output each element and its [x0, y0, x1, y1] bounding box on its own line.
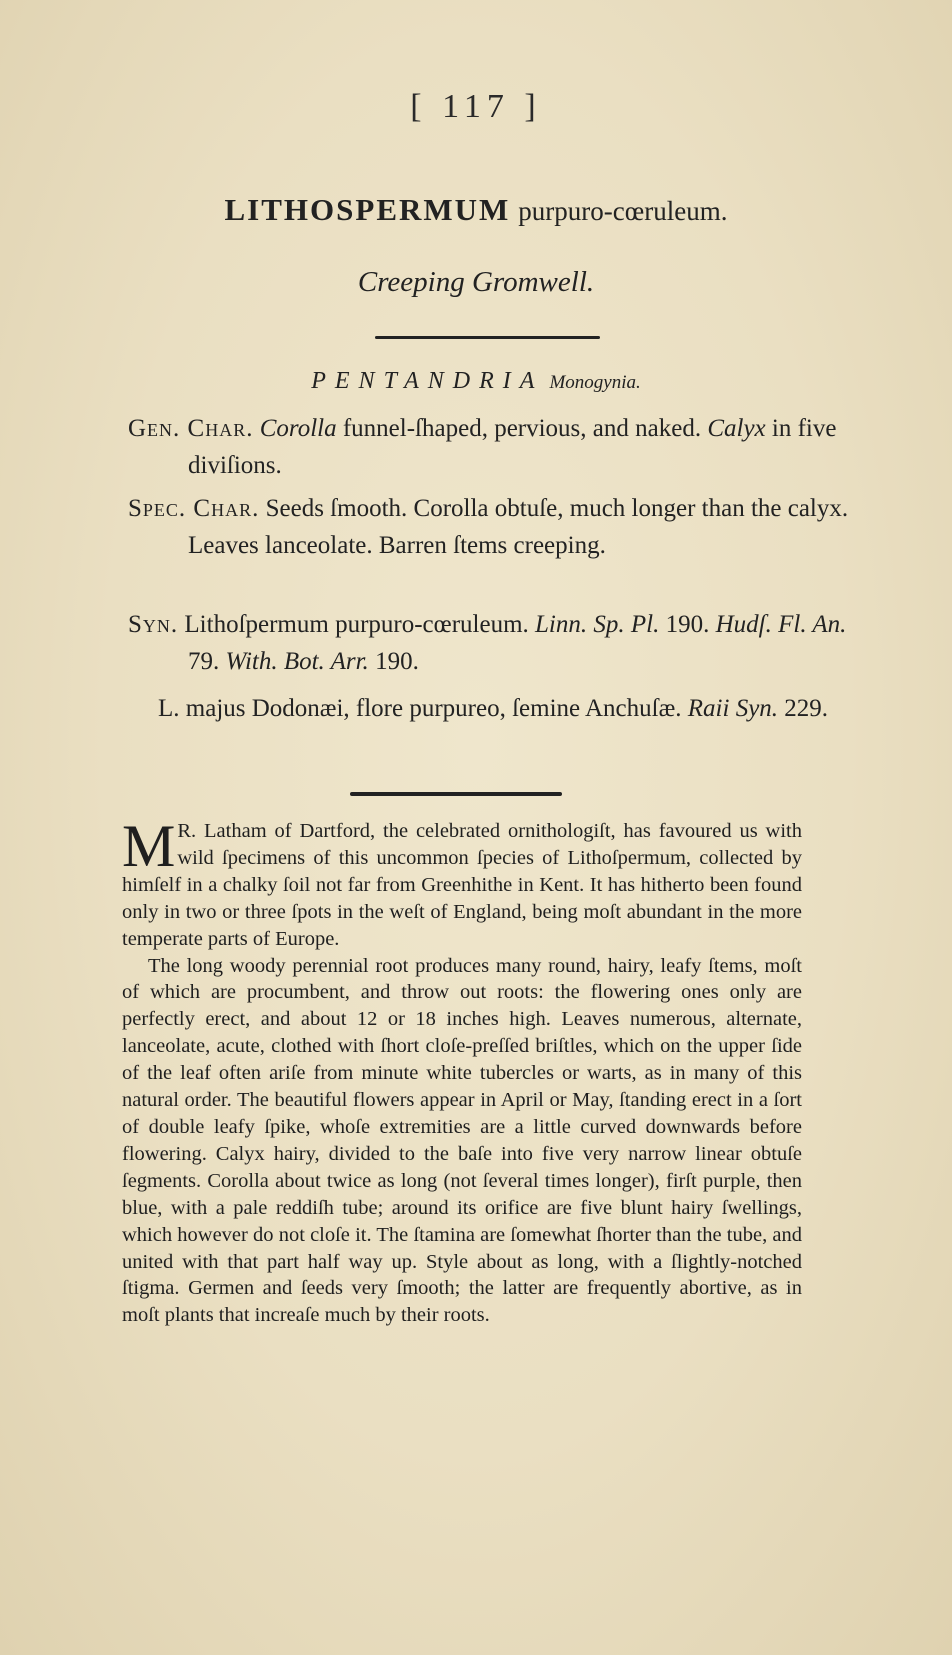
spec-char-label: Spec. Char. [128, 495, 260, 522]
specific-character [128, 490, 878, 564]
gen-char-text2: in five diviſions. [188, 415, 837, 479]
syn-ref-linnaeus-num: 190. [665, 611, 710, 638]
generic-character [128, 410, 878, 484]
paragraph-1-text: R. Latham of Dartford, the celebrated ornithologiſt, has favoured us with wild ſpecimens of this uncommon ſpecies of Lithoſpermum, collected by himſelf in a chalky ſoil not far from Greenhithe in Kent. It has hitherto been found only in two or three ſpots in the weſt of England, being moſt abundant in the more temperate parts of Europe. [122, 820, 802, 950]
gen-char-term-corolla: Corolla [259, 415, 337, 442]
paragraph-1 [122, 813, 802, 953]
page-title [0, 192, 952, 228]
syn-ref-ray: Raii Syn. [687, 695, 779, 722]
linnaean-order: Monogynia. [549, 372, 641, 393]
syn-ref-linnaeus: Linn. Sp. Pl. [535, 611, 660, 638]
paragraph-2: The long woody perennial root produces many round, hairy, leafy ſtems, moſt of which are procumbent, and throw out roots: the flowering ones only are perfectly erect, and about 12 or 18 inches high. Leaves numerous, alternate, lanceolate, acute, clothed with ſhort cloſe-preſſed briſtles, which on the upper ſide of the leaf often ariſe from minute white tubercles or warts, as in many of this natural order. The beautiful flowers appear in April or May, ſtanding erect in a ſort of double leafy ſpike, whoſe extremities are a little curved downwards before flowering. Calyx hairy, divided to the baſe into five very narrow linear obtuſe ſegments. Corolla about twice as long (not ſeveral times longer), firſt purple, then blue, with a pale reddiſh tube; around its orifice are five blunt hairy ſwellings, which however do not cloſe it. The ſtamina are ſomewhat ſhorter than the tube, and united with that part half way up. Style about as long, with a ſlightly-notched ſtigma. Germen and ſeeds very ſmooth; the latter are frequently abortive, as in moſt plants that increaſe much by their roots. [122, 954, 802, 1327]
classification-line [0, 368, 952, 395]
syn-ref-hudson-num: 79. [188, 648, 220, 675]
genus-name: LITHOSPERMUM [224, 192, 511, 227]
divider-rule-bottom [350, 792, 562, 796]
page-number: [ 117 ] [410, 88, 542, 125]
linnaean-class: PENTANDRIA [311, 368, 544, 394]
drop-cap: M [122, 813, 176, 879]
syn-ref-withering: With. Bot. Arr. [225, 648, 369, 675]
syn-label: Syn. [128, 611, 179, 638]
syn-name: Lithoſpermum purpuro-cœruleum. [184, 611, 529, 638]
gen-char-label: Gen. Char. [128, 415, 254, 442]
common-name: Creeping Gromwell. [357, 266, 595, 298]
description-body [122, 813, 802, 1329]
gen-char-term-calyx: Calyx [707, 415, 766, 442]
gen-char-text1: funnel-ſhaped, pervious, and naked. [336, 415, 708, 442]
species-name: purpuro-cœruleum. [518, 196, 728, 226]
syn-ref-ray-num: 229. [784, 695, 829, 722]
syn-ref-hudson: Hudſ. Fl. An. [715, 611, 847, 638]
divider-rule-top [375, 336, 600, 339]
synonymy [128, 606, 878, 680]
syn-alt-name: L. majus Dodonæi, flore purpureo, ſemine Anchuſæ. [158, 695, 682, 722]
spec-char-text: Seeds ſmooth. Corolla obtuſe, much longer than the calyx. Leaves lanceolate. Barren ſtems creeping. [188, 495, 849, 559]
synonymy-alternate [158, 690, 878, 727]
syn-ref-withering-num: 190. [375, 648, 419, 675]
